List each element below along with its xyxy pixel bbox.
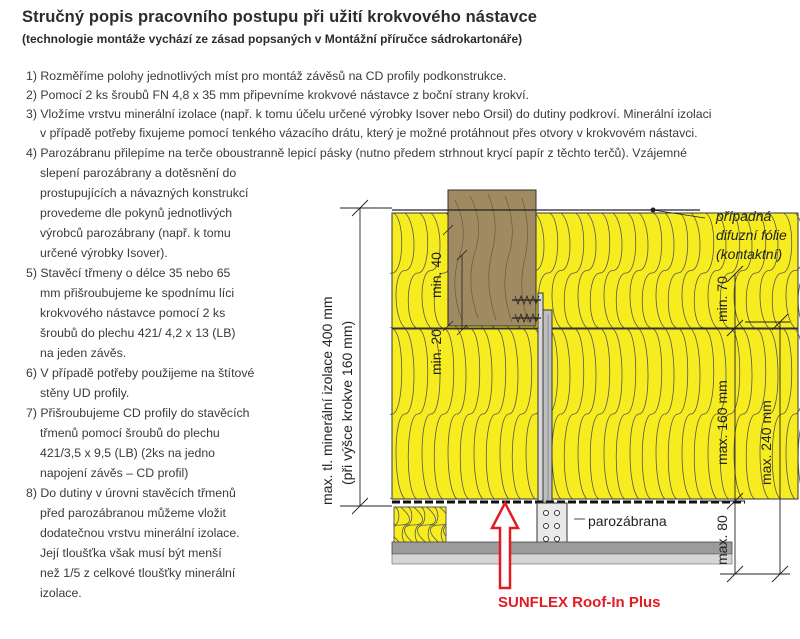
label-vapor-barrier: parozábrana (588, 513, 667, 529)
step-line: šroubů do plechu 421/ 4,2 x 13 (LB) (40, 326, 236, 340)
dim-max240-label: max. 240 mm (758, 400, 774, 485)
step-line: před parozábranou můžeme vložit (40, 506, 226, 520)
dim-total-label-1: max. tl. minerální izolace 400 mm (319, 296, 335, 505)
dim-max160-label: max. 160 mm (714, 380, 730, 465)
step-line: 4) Parozábranu přilepíme na terče oboustranně lepicí pásky (nutno předem strhnout krycí papír z těchto terčů). Vzájemné (26, 146, 687, 160)
dim-min70-label: min. 70 (714, 276, 730, 322)
step-line: na jeden závěs. (40, 346, 127, 360)
plasterboard (392, 542, 732, 554)
label-foil-1: případná (716, 208, 772, 224)
step-line: 8) Do dutiny v úrovni stavěcích třmenů (26, 486, 236, 500)
step-line: provedeme dle pokynů jednotlivých (40, 206, 233, 220)
brand-label: SUNFLEX Roof-In Plus (498, 594, 661, 611)
step-line: krokvového nástavce pomocí 2 ks (40, 306, 226, 320)
step-line: mm přišroubujeme ke spodnímu líci (40, 286, 235, 300)
label-foil-3: (kontaktní) (716, 246, 783, 262)
dim-min20-label: min. 20 (428, 329, 444, 375)
dim-total-label-2: (při výšce krokve 160 mm) (339, 320, 355, 485)
step-line: stěny UD profily. (40, 386, 130, 400)
step-line: 6) V případě potřeby použijeme na štítové (26, 366, 255, 380)
step-line: 421/3,5 x 9,5 (LB) (2ks na jedno (40, 446, 215, 460)
step-line: v případě potřeby fixujeme pomocí tenkého vázacího drátu, který je možné protáhnout přes otvory v krokvovém nástavci. (40, 126, 698, 140)
step-line: 7) Přišroubujeme CD profily do stavěcích (26, 406, 250, 420)
step-line: prostupujících a návazných konstrukcí (40, 186, 249, 200)
step-line: 5) Stavěcí třmeny o délce 35 nebo 65 (26, 266, 231, 280)
step-line: izolace. (40, 586, 82, 600)
step-line: slepení parozábrany a dotěsnění do (40, 166, 237, 180)
step-line: 1) Rozměříme polohy jednotlivých míst pro montáž závěsů na CD profily podkonstrukce. (26, 69, 507, 83)
dim-max80-label: max. 80 (714, 515, 730, 565)
page-title: Stručný popis pracovního postupu při užití krokvového nástavce (22, 8, 538, 26)
step-line: dodatečnou vrstvu minerální izolace. (40, 526, 240, 540)
step-line: třmenů pomocí šroubů do plechu (40, 426, 220, 440)
label-foil-2: difuzní fólie (716, 227, 787, 243)
step-line: určené výrobky Isover). (40, 246, 168, 260)
dim-min40-label: min. 40 (428, 252, 444, 298)
step-line: 3) Vložíme vrstvu minerální izolace (např. k tomu účelu určené výrobky Isover nebo Orsil) do dutiny podkroví. Minerální izolaci (26, 107, 712, 121)
step-line: 2) Pomocí 2 ks šroubů FN 4,8 x 35 mm připevníme krokvové nástavce z boční strany krokví. (26, 88, 530, 102)
page-subtitle: (technologie montáže vychází ze zásad popsaných v Montážní příručce sádrokartonáře) (22, 32, 523, 46)
step-line: Její tloušťka však musí být menší (40, 546, 222, 560)
rafter-extension-bracket (538, 293, 552, 505)
step-line: výrobců parozábrany (např. k tomu (40, 226, 231, 240)
step-line: než 1/5 z celkové tloušťky minerální (40, 566, 236, 580)
step-line: napojení závěs – CD profil) (40, 466, 189, 480)
